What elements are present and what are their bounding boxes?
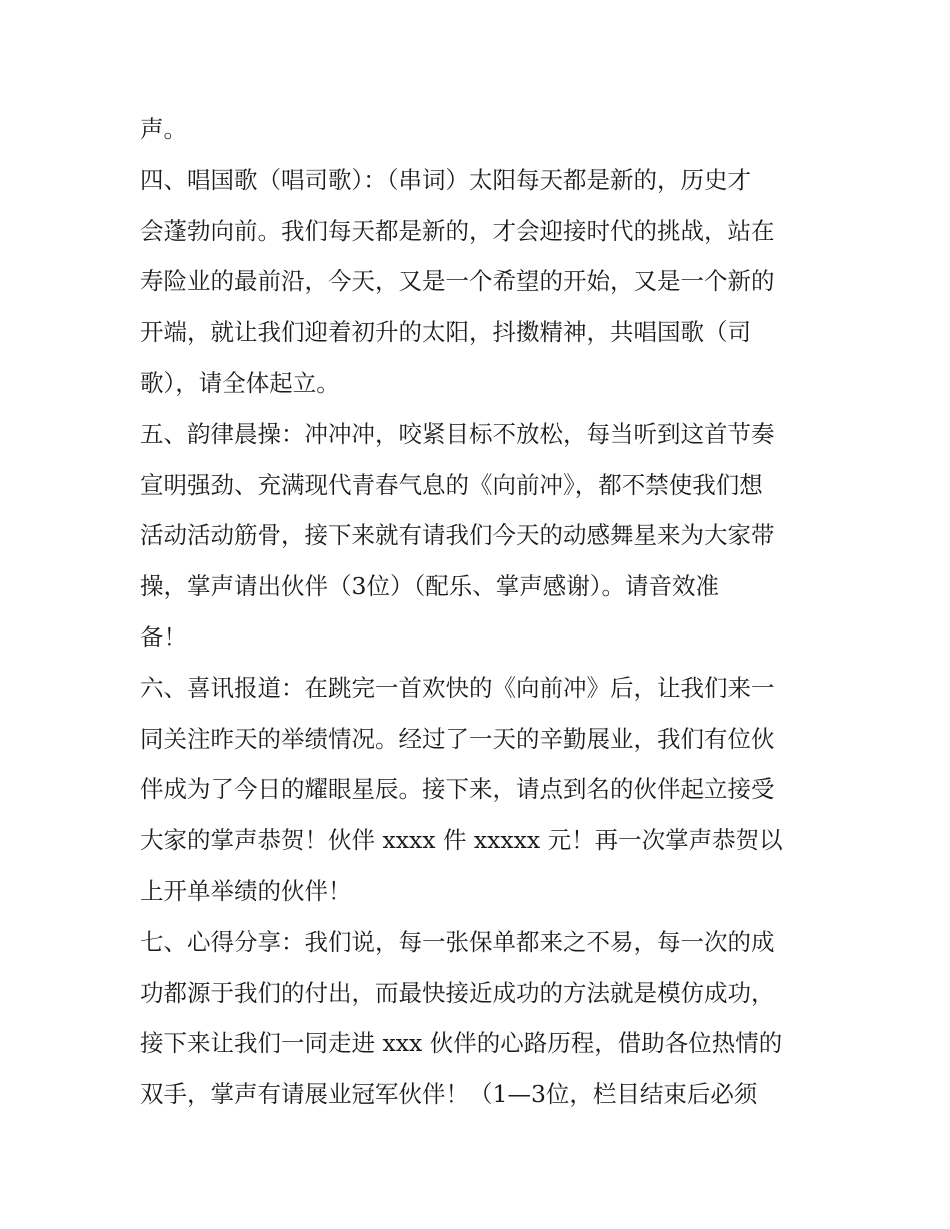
text-line: 功都源于我们的付出，而最快接近成功的方法就是模仿成功， (140, 978, 775, 1007)
text-line: 声。 (140, 115, 187, 143)
document-body (140, 104, 820, 1120)
text-line: 七、心得分享：我们说，每一张保单都来之不易，每一次的成 (140, 927, 775, 956)
text-line: 会蓬勃向前。我们每天都是新的，才会迎接时代的挑战，站在 (140, 216, 775, 245)
text-line: 开端，就让我们迎着初升的太阳，抖擞精神，共唱国歌（司 (140, 318, 751, 347)
text-line: 伴成为了今日的耀眼星辰。接下来，请点到名的伙伴起立接受 (140, 775, 775, 804)
text-line: 六、喜讯报道：在跳完一首欢快的《向前冲》后，让我们来一 (140, 673, 775, 702)
text-line: 宣明强劲、充满现代青春气息的《向前冲》，都不禁使我们想 (140, 470, 763, 499)
text-line: 五、韵律晨操：冲冲冲，咬紧目标不放松，每当听到这首节奏 (140, 419, 775, 448)
text-line: 四、唱国歌（唱司歌）：（串词）太阳每天都是新的，历史才 (140, 165, 751, 194)
text-line: 操，掌声请出伙伴（3位）（配乐、掌声感谢）。请音效准 (140, 572, 719, 601)
text-line: 活动活动筋骨，接下来就有请我们今天的动感舞星来为大家带 (140, 521, 775, 550)
text-line: 寿险业的最前沿，今天，又是一个希望的开始，又是一个新的 (140, 267, 775, 296)
text-line: 上开单举绩的伙伴！ (140, 876, 352, 905)
text-line: 双手，掌声有请展业冠军伙伴！（1—3位，栏目结束后必须 (140, 1080, 758, 1109)
text-line: 接下来让我们一同走进 xxx 伙伴的心路历程，借助各位热情的 (140, 1029, 783, 1058)
text-line: 备！ (140, 622, 187, 651)
text-line: 大家的掌声恭贺！伙伴 xxxx 件 xxxxx 元！再一次掌声恭贺以 (140, 826, 783, 855)
text-line: 同关注昨天的举绩情况。经过了一天的辛勤展业，我们有位伙 (140, 724, 775, 753)
text-line: 歌），请全体起立。 (140, 368, 340, 397)
